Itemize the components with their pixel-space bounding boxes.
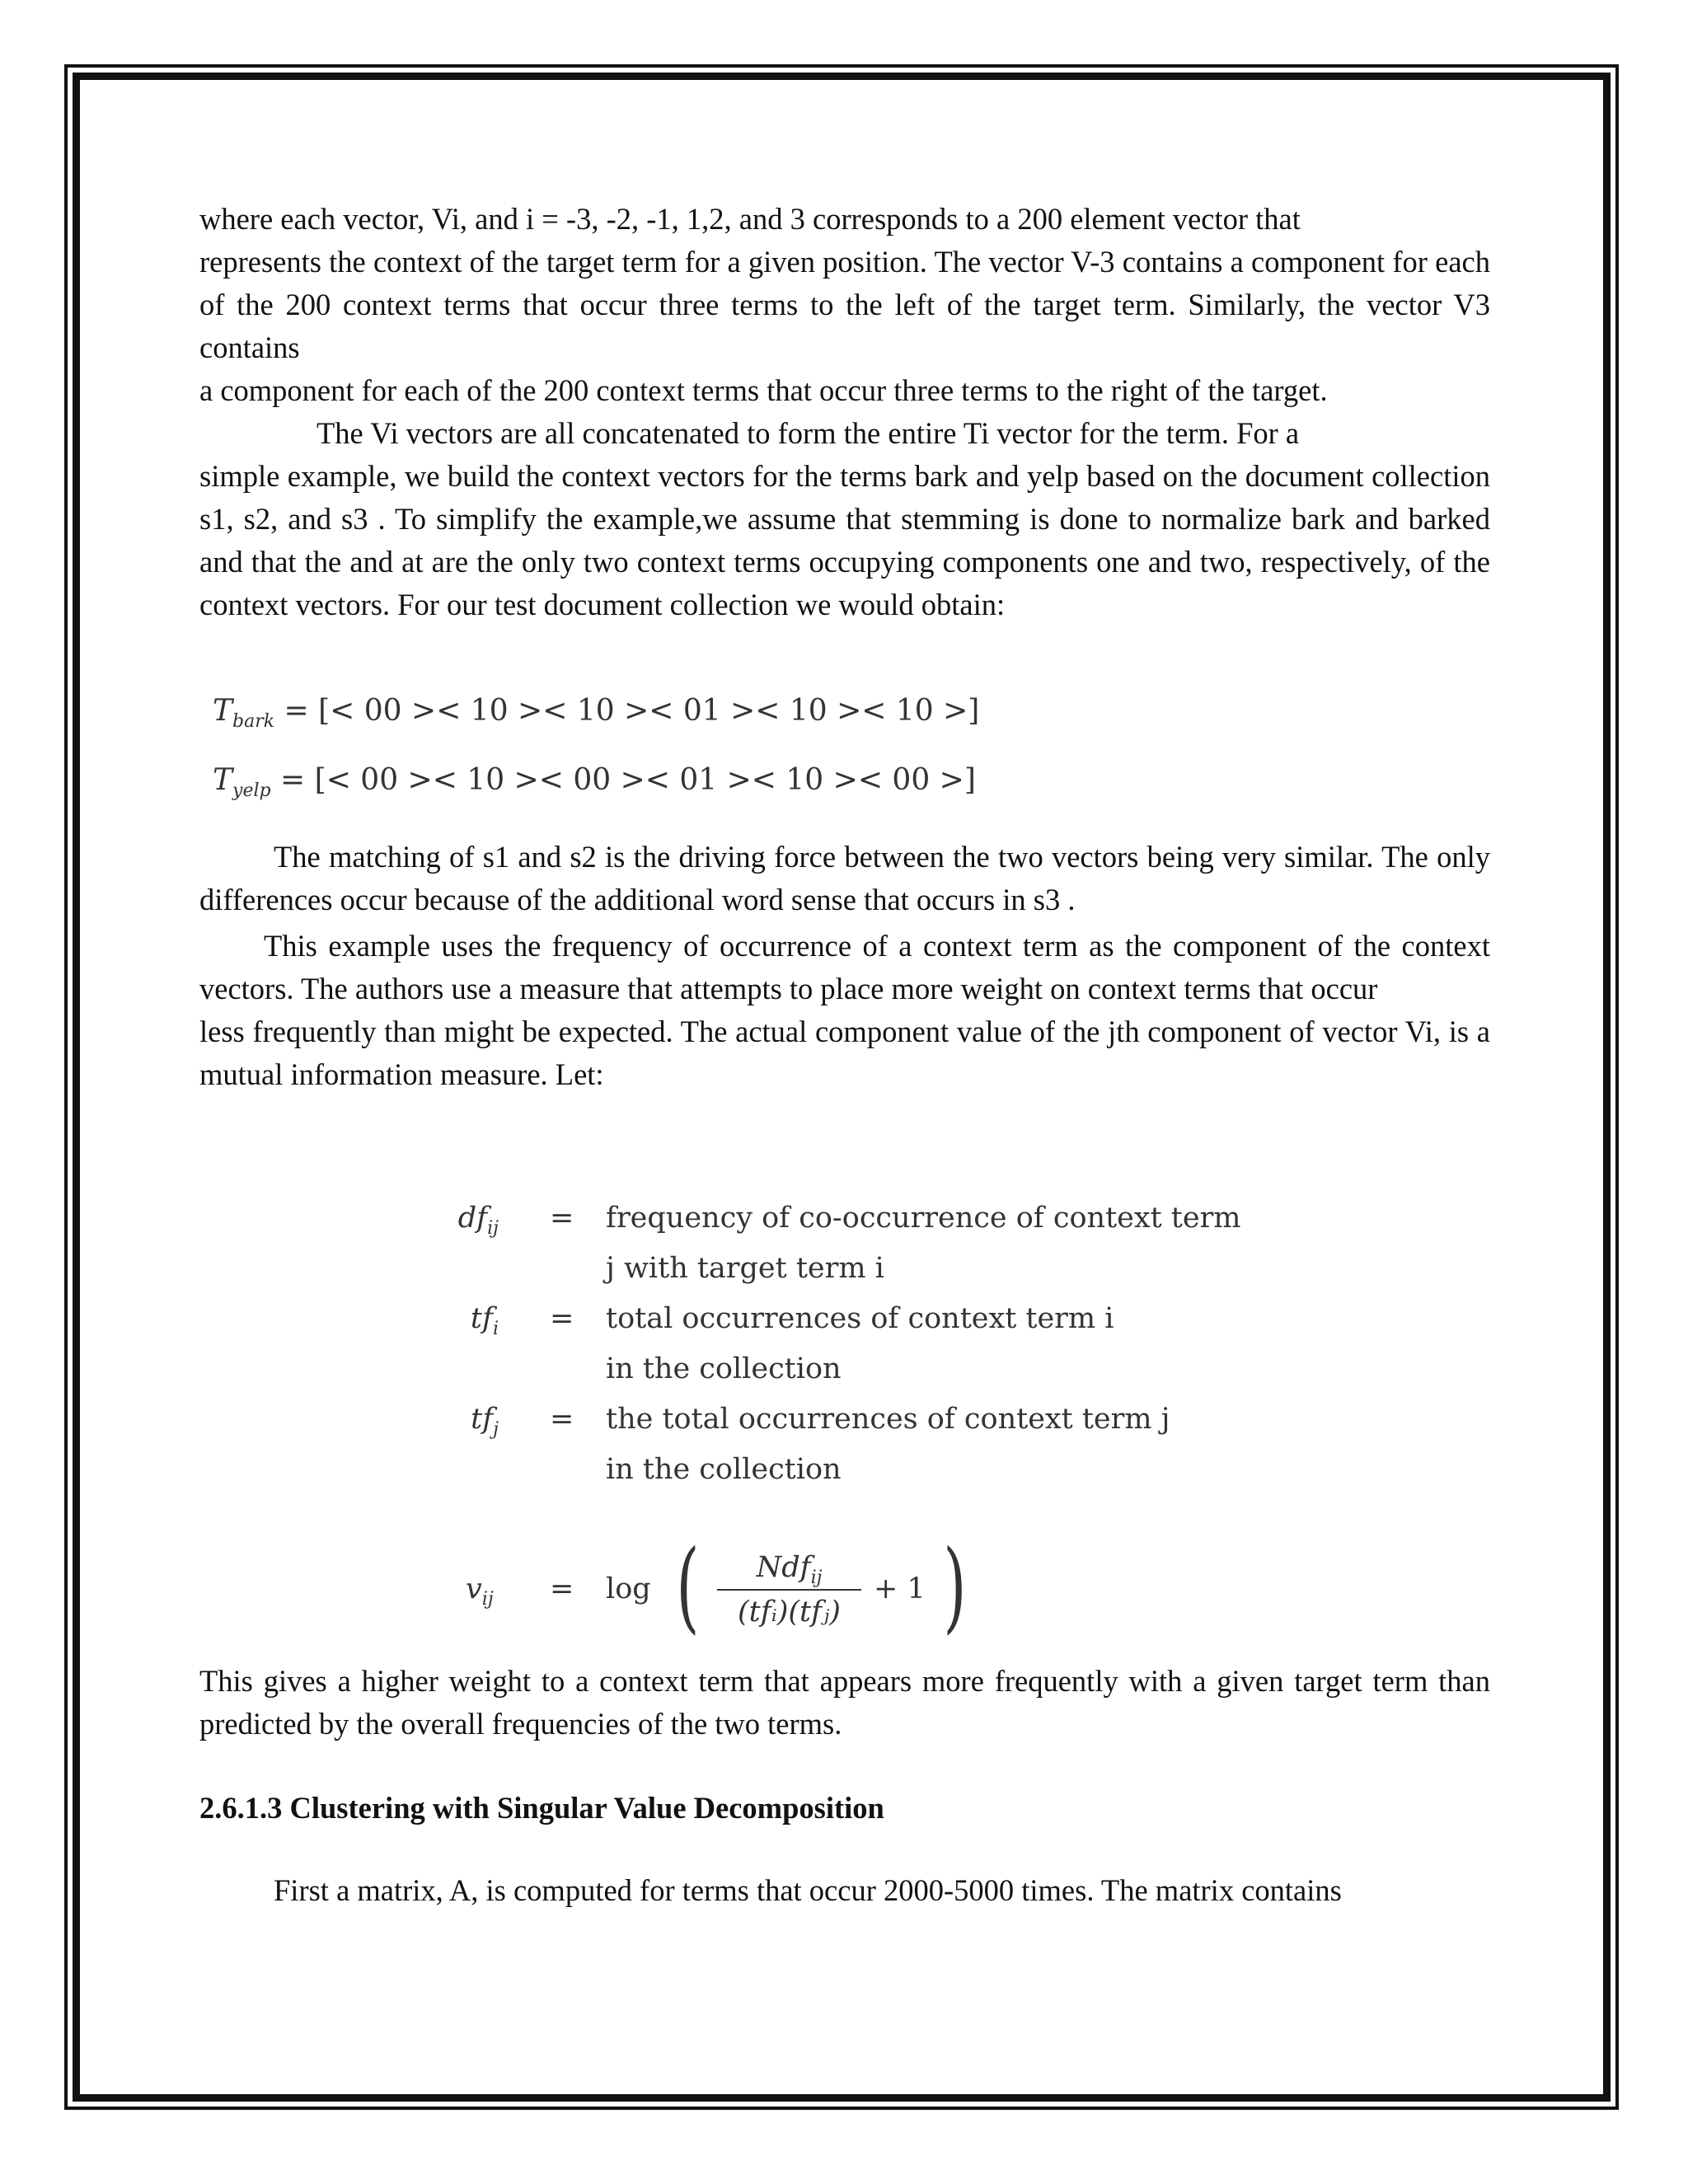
paragraph-6: less frequently than might be expected. The actual component value of the jth component of vector Vi, is a mutual information measure. Let: <box>199 1015 1490 1091</box>
formula-denominator: (tfᵢ)(tfⱼ) <box>738 1596 841 1629</box>
equation-t-bark <box>213 694 979 732</box>
section-heading: 2.6.1.3 Clustering with Singular Value Decomposition <box>199 1791 884 1825</box>
definition-lhs-subscript: ij <box>487 1218 499 1239</box>
definition-text: frequency of co-occurrence of context term <box>606 1202 1241 1235</box>
definition-equals: = <box>550 1202 574 1235</box>
formula-log: log <box>606 1572 651 1605</box>
formula-fraction <box>717 1548 861 1632</box>
formula-numerator-subscript: ij <box>810 1568 823 1588</box>
equation-t-bark-value: = [< 00 >< 10 >< 10 >< 01 >< 10 >< 10 >] <box>284 694 980 728</box>
formula-left-paren: ( <box>676 1530 700 1644</box>
definition-text: the total occurrences of context term j <box>606 1403 1170 1436</box>
definition-lhs: tf <box>471 1403 494 1436</box>
definition-lhs: tf <box>470 1302 493 1335</box>
definition-lhs: df <box>457 1202 488 1235</box>
paragraph-1-line-1: where each vector, Vi, and i = -3, -2, -1, 1,2, and 3 corresponds to a 200 element vector that <box>199 202 1301 236</box>
equation-t-bark-subscript: bark <box>232 711 275 732</box>
formula-fraction-bar <box>717 1589 861 1591</box>
formula-plus-one: + 1 <box>874 1572 926 1605</box>
paragraph-4: The matching of s1 and s2 is the driving force between the two vectors being very similar. The only differences occur because of the additional word sense that occurs in s3 . <box>199 840 1490 916</box>
document-body <box>199 198 1490 626</box>
equation-t-bark-symbol: T <box>213 694 233 728</box>
definition-text: in the collection <box>606 1453 842 1486</box>
paragraph-1: represents the context of the target term for a given position. The vector V-3 contains a component for each of the 200 context terms that occur three terms to the left of the target term. Similarly, the vector V3 contains <box>199 245 1490 364</box>
document-body-2 <box>199 836 1490 1096</box>
paragraph-3: simple example, we build the context vectors for the terms bark and yelp based on the document collection s1, s2, and s3 . To simplify the example,we assume that stemming is done to normalize bark and barked and that the and at are the only two context terms occupying components one and two, respectively, of the context vectors. For our test document collection we would obtain: <box>199 459 1490 621</box>
definition-lhs-subscript: i <box>492 1319 499 1339</box>
formula-vij <box>457 1530 1034 1647</box>
formula-numerator: Ndf <box>756 1551 811 1584</box>
formula-lhs: v <box>466 1572 482 1605</box>
definition-lhs-subscript: j <box>493 1419 499 1440</box>
document-body-3 <box>199 1660 1490 1912</box>
equation-t-yelp-value: = [< 00 >< 10 >< 00 >< 01 >< 10 >< 00 >] <box>280 763 976 797</box>
formula-right-paren: ) <box>943 1530 967 1644</box>
paragraph-8: First a matrix, A, is computed for terms that occur 2000-5000 times. The matrix contains <box>274 1873 1342 1907</box>
paragraph-7: This gives a higher weight to a context term that appears more frequently with a given target term than predicted by the overall frequencies of the two terms. <box>199 1664 1490 1741</box>
paragraph-3-line-1: The Vi vectors are all concatenated to form the entire Ti vector for the term. For a <box>316 416 1300 450</box>
definition-equals: = <box>550 1302 574 1335</box>
formula-equals: = <box>550 1572 574 1605</box>
equation-t-yelp <box>213 763 976 801</box>
paragraph-5: This example uses the frequency of occurrence of a context term as the component of the context vectors. The authors use a measure that attempts to place more weight on context terms that occur <box>199 929 1490 1005</box>
definition-equals: = <box>550 1403 574 1436</box>
definition-text: in the collection <box>606 1352 842 1385</box>
formula-lhs-subscript: ij <box>481 1589 494 1610</box>
definition-text: total occurrences of context term i <box>606 1302 1114 1335</box>
equation-t-yelp-symbol: T <box>213 763 233 797</box>
definition-text: j with target term i <box>606 1252 884 1285</box>
equation-t-yelp-subscript: yelp <box>232 780 271 801</box>
paragraph-2: a component for each of the 200 context terms that occur three terms to the right of the target. <box>199 373 1328 407</box>
